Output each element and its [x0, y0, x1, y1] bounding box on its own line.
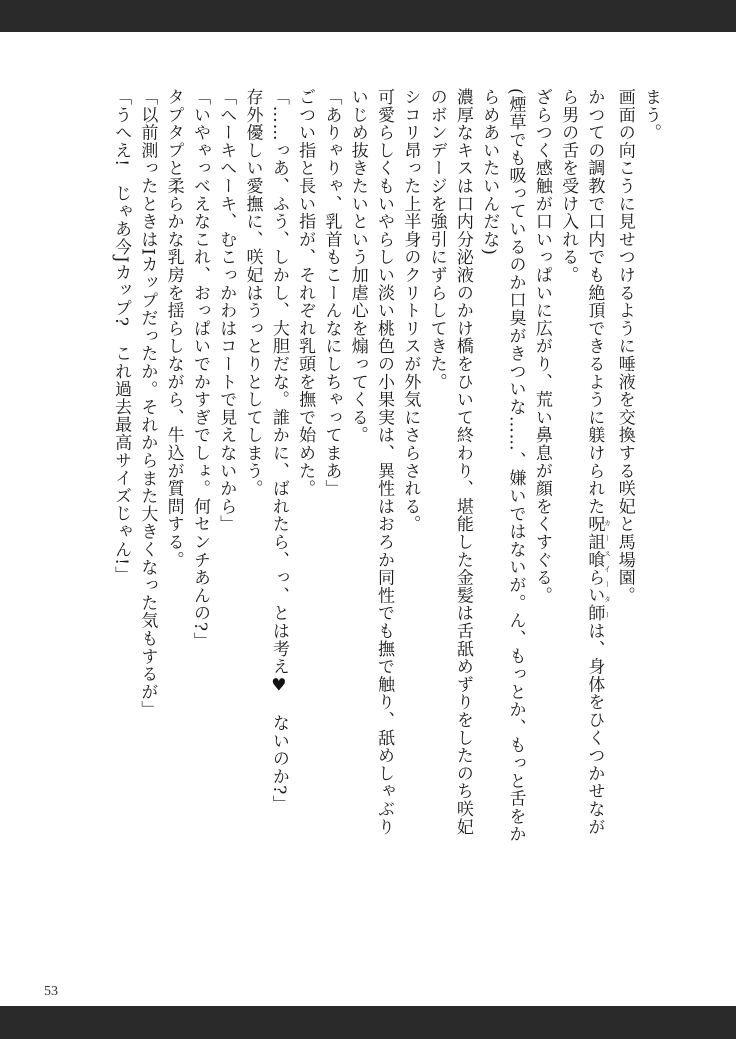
ruby-term: 呪詛喰らい師 カースイーター — [584, 515, 612, 623]
text-line: 「いやゃっべえなこれ、おっぱいでかすぎでしょ。何センチあんの?」 — [189, 88, 210, 650]
text-line: 「へーキへーキ、むこっかわはコートで見えないから」 — [216, 88, 237, 533]
text-line: 画面の向こうに見せつけるように唾液を交換する咲妃と馬場園。 — [614, 88, 635, 605]
text-line-with-ruby: かつての調教で口内でも絶頂できるように躾けられた呪詛喰らい師 カースイーターは、身体をひくつかせなが — [584, 88, 612, 836]
text-line: いじめ抜きたいという加虐心を煽ってくる。 — [347, 88, 368, 444]
text-line: 可愛らしくもいやらしい淡い桃色の小果実は、異性はおろか同性でも撫で触り、舐めしゃぶり — [374, 88, 395, 836]
text-line: 濃厚なキスは口内分泌液のかけ橋をひいて終わり、堪能した金髪は舌舐めずりをしたのち咲妃 — [452, 88, 473, 836]
text-line: 「以前測ったときはIカップだったか。それからまた大きくなった気もするが」 — [137, 88, 158, 719]
text-line: 「うへえ! じゃあ今Jカップ? これ過去最高サイズじゃん!」 — [111, 88, 132, 584]
text-line: ら男の舌を受け入れる。 — [558, 88, 579, 284]
text-line-with-heart: 「……っあ、ふう、しかし、大胆だな。誰かに、ばれたら、っ、とは考え♥ ないのか?」 — [268, 88, 289, 813]
text-line: タプタプと柔らかな乳房を揺らしながら、牛込が質問する。 — [163, 88, 184, 569]
text-line: ごつい指と長い指が、それぞれ乳頭を撫で始めた。 — [295, 88, 316, 498]
text-line: らめあいたいんだな) — [479, 88, 500, 256]
text-line: (煙草でも吸っているのか口臭がきついな……、嫌いではないが。ん、もっとか、もっと舌をか — [505, 88, 526, 844]
text-line: 存外優しい愛撫に、咲妃はうっとりとしてしまう。 — [242, 88, 263, 498]
vertical-text-body — [54, 88, 664, 888]
text-line: のボンデージを強引にずらしてきた。 — [426, 88, 447, 391]
page-number: 53 — [44, 984, 58, 999]
text-line: シコリ昂った上半身のクリトリスが外気にさらされる。 — [400, 88, 421, 533]
text-line: まう。 — [641, 88, 661, 142]
bottom-border-bar — [0, 1006, 736, 1039]
text-line: ざらつく感触が口いっぱいに広がり、荒い鼻息が顔をくすぐる。 — [531, 88, 552, 605]
top-border-bar — [0, 0, 736, 32]
heart-icon: ♥ — [268, 675, 289, 697]
text-line: 「ありゃりゃ、乳首もこーんなにしちゃってまあ」 — [321, 88, 342, 498]
